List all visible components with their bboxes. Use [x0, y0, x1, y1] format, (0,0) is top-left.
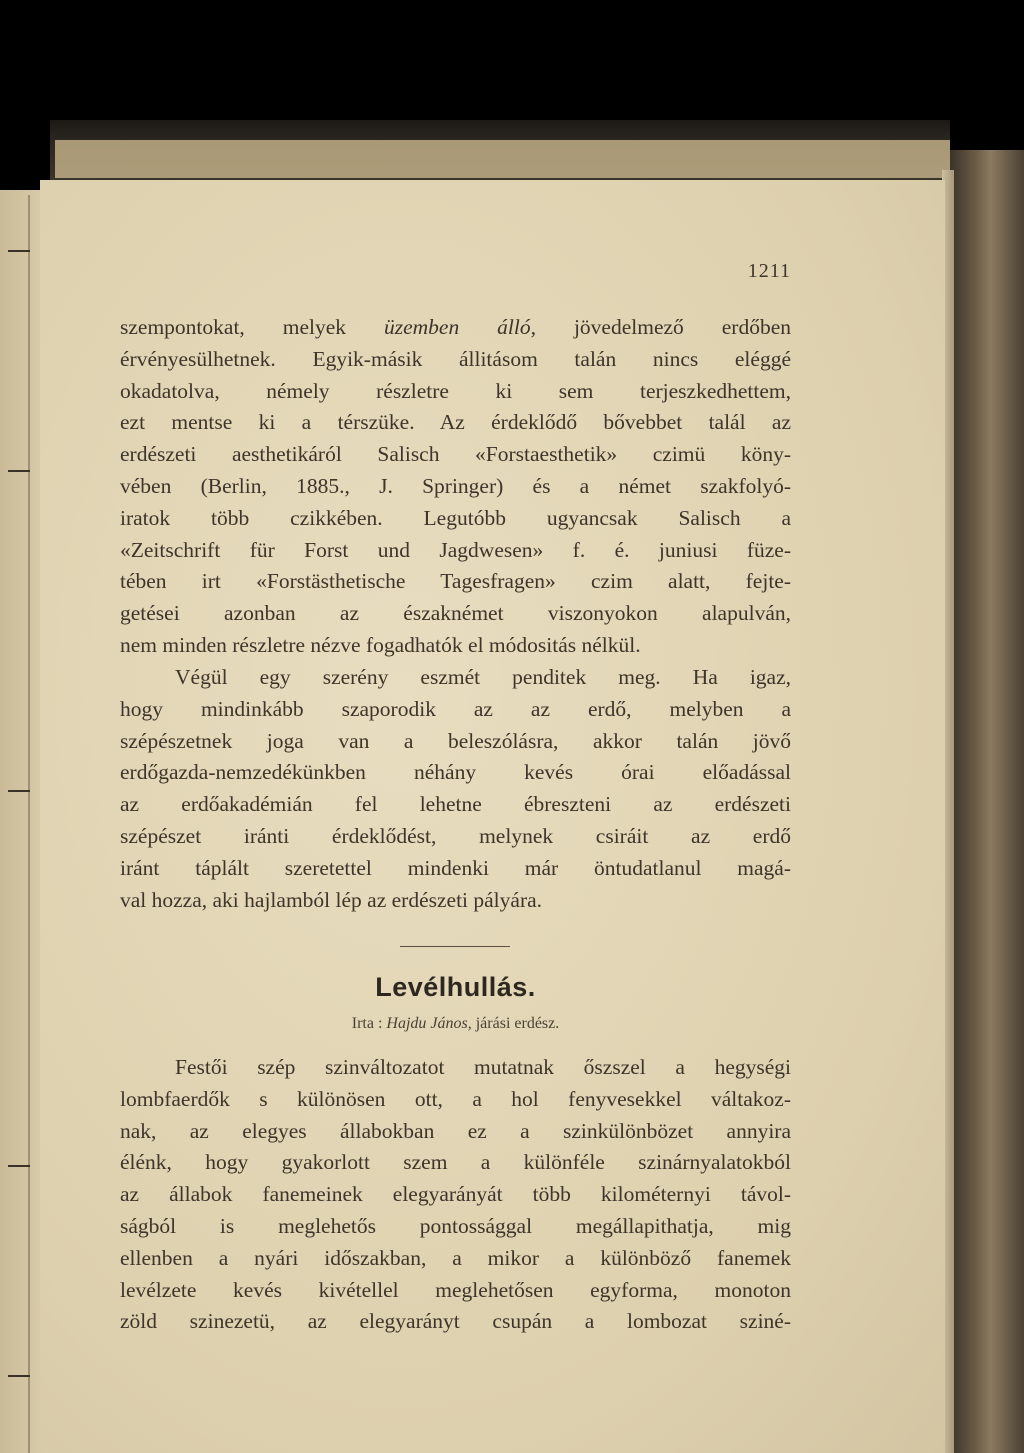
text-line: érvényesülhetnek. Egyik-másik állitásom talán nincs eléggé	[120, 346, 791, 371]
text-line: ellenben a nyári időszakban, a mikor a különböző fanemek	[120, 1245, 791, 1270]
text-line: szépészetnek joga van a beleszólásra, akkor talán jövő	[120, 728, 791, 753]
page-number: 1211	[747, 260, 791, 282]
text-line: élénk, hogy gyakorlott szem a különféle szinárnyalatokból	[120, 1150, 791, 1175]
byline-prefix: Irta :	[351, 1015, 387, 1032]
text-line: iratok több czikkében. Legutóbb ugyancsak Salisch a	[120, 505, 791, 530]
margin-mark	[8, 250, 30, 252]
text-line: erdészeti aesthetikáról Salisch «Forstaesthetik» czimü köny-	[120, 442, 791, 467]
text-line: «Zeitschrift für Forst und Jagdwesen» f. é. juniusi füze-	[120, 537, 791, 562]
text-run: jövedelmező erdőben	[536, 315, 791, 339]
text-line: szépészet iránti érdeklődést, melynek csiráit az erdő	[120, 823, 791, 848]
paragraph-2	[120, 662, 791, 916]
text-line: nem minden részletre nézve fogadhatók el módositás nélkül.	[120, 632, 641, 657]
text-line: hogy mindinkább szaporodik az az erdő, melyben a	[120, 696, 791, 721]
margin-mark	[8, 1165, 30, 1167]
byline-author: Hajdu János,	[386, 1015, 472, 1032]
gutter-fold	[28, 195, 30, 1453]
text-line: lombfaerdők s különösen ott, a hol fenyvesekkel váltakoz-	[120, 1086, 791, 1111]
section-divider	[400, 946, 510, 947]
article-byline	[120, 1015, 791, 1033]
book-cover-edge	[950, 150, 1024, 1453]
text-line: Festői szép szinváltozatot mutatnak őszszel a hegységi	[175, 1055, 791, 1079]
text-line: ságból is meglehetős pontossággal megállapithatja, mig	[120, 1213, 791, 1238]
margin-mark	[8, 790, 30, 792]
margin-mark	[8, 1375, 30, 1377]
text-line: levélzete kevés kivétellel meglehetősen egyforma, monoton	[120, 1277, 791, 1302]
text-line	[120, 312, 791, 344]
text-line: okadatolva, némely részletre ki sem terjeszkedhettem,	[120, 378, 791, 403]
paragraph-1	[120, 312, 791, 662]
previous-page-edge	[0, 190, 42, 1453]
text-line: vében (Berlin, 1885., J. Springer) és a német szakfolyó-	[120, 473, 791, 498]
text-line: az állabok fanemeinek elegyarányát több kilométernyi távol-	[120, 1182, 791, 1207]
text-line: nak, az elegyes állabokban ez a szinkülönbözet annyira	[120, 1118, 791, 1143]
margin-mark	[8, 470, 30, 472]
text-line: iránt táplált szeretettel mindenki már öntudatlanul magá-	[120, 855, 791, 880]
text-line: tében irt «Forstästhetische Tagesfragen» czim alatt, fejte-	[120, 569, 791, 594]
text-line: az erdőakadémián fel lehetne ébreszteni az erdészeti	[120, 792, 791, 817]
text-line: Végül egy szerény eszmét penditek meg. Ha igaz,	[175, 665, 791, 689]
text-run: szempontokat, melyek	[120, 315, 384, 339]
text-line: getései azonban az északnémet viszonyokon alapulván,	[120, 601, 791, 626]
text-line: erdőgazda-nemzedékünkben néhány kevés órai előadással	[120, 760, 791, 785]
text-line: val hozza, aki hajlamból lép az erdészeti pályára.	[120, 887, 543, 912]
text-line: zöld szinezetü, az elegyarányt csupán a lombozat sziné-	[120, 1309, 791, 1334]
italic-text-run: üzemben álló,	[383, 315, 536, 339]
byline-suffix: járási erdész.	[471, 1015, 560, 1032]
article-title: Levélhullás.	[375, 972, 536, 1002]
binding-strip	[55, 140, 950, 178]
text-line: ezt mentse ki a térszüke. Az érdeklődő bővebbet talál az	[120, 410, 791, 435]
paragraph-3	[120, 1052, 791, 1338]
